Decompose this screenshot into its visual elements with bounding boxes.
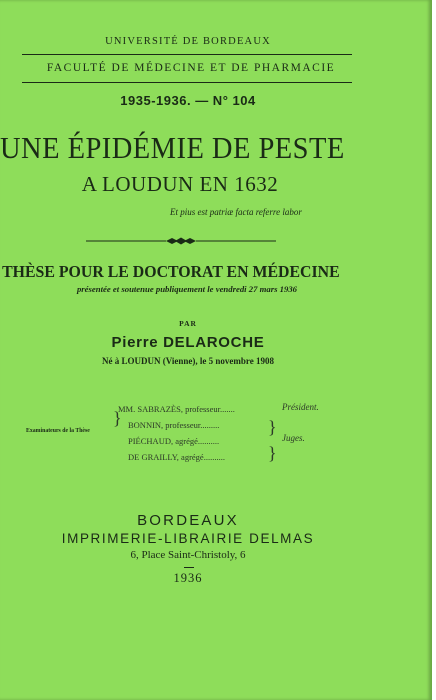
author-birth: Né à LOUDUN (Vienne), le 5 novembre 1908	[102, 356, 274, 366]
publication-year: 1936	[173, 571, 203, 585]
examiners-label: Examinateurs de la Thèse	[26, 428, 90, 434]
publisher-name: IMPRIMERIE-LIBRAIRIE DELMAS	[61, 531, 315, 546]
right-brace-icon: }	[268, 417, 277, 437]
header-bottom-rule	[22, 82, 352, 83]
author-name: Pierre DELAROCHE	[111, 334, 265, 351]
epigraph: Et pius est patriæ facta referre labor	[170, 207, 302, 217]
publisher-city: BORDEAUX	[137, 512, 239, 529]
header-top-rule	[22, 54, 352, 55]
left-brace-icon: }	[113, 408, 122, 428]
title-line-2: A LOUDUN EN 1632	[81, 172, 279, 196]
presentation-line: présentée et soutenue publiquement le vendredi 27 mars 1936	[76, 284, 298, 294]
jury-member: PIÉCHAUD, agrégé..........	[128, 436, 220, 446]
thesis-heading: THÈSE POUR LE DOCTORAT EN MÉDECINE	[2, 262, 340, 281]
thesis-number: 1935-1936. — N° 104	[120, 93, 256, 108]
judges-role: Juges.	[282, 433, 305, 443]
ornament-divider-icon	[86, 236, 276, 246]
faculty-name: FACULTÉ DE MÉDECINE ET DE PHARMACIE	[46, 62, 336, 74]
publisher-address: 6, Place Saint-Christoly, 6	[130, 549, 246, 561]
university-name: UNIVERSITÉ DE BORDEAUX	[105, 36, 271, 47]
by-label: PAR	[179, 319, 197, 328]
jury-member: MM. SABRAZÈS, professeur.......	[118, 404, 235, 414]
jury-member: BONNIN, professeur.........	[128, 420, 220, 430]
right-brace-icon: }	[268, 443, 277, 463]
president-role: Président.	[282, 402, 319, 412]
jury-member: DE GRAILLY, agrégé..........	[128, 452, 225, 462]
title-line-1: UNE ÉPIDÉMIE DE PESTE	[0, 130, 345, 165]
year-dash	[184, 567, 194, 568]
